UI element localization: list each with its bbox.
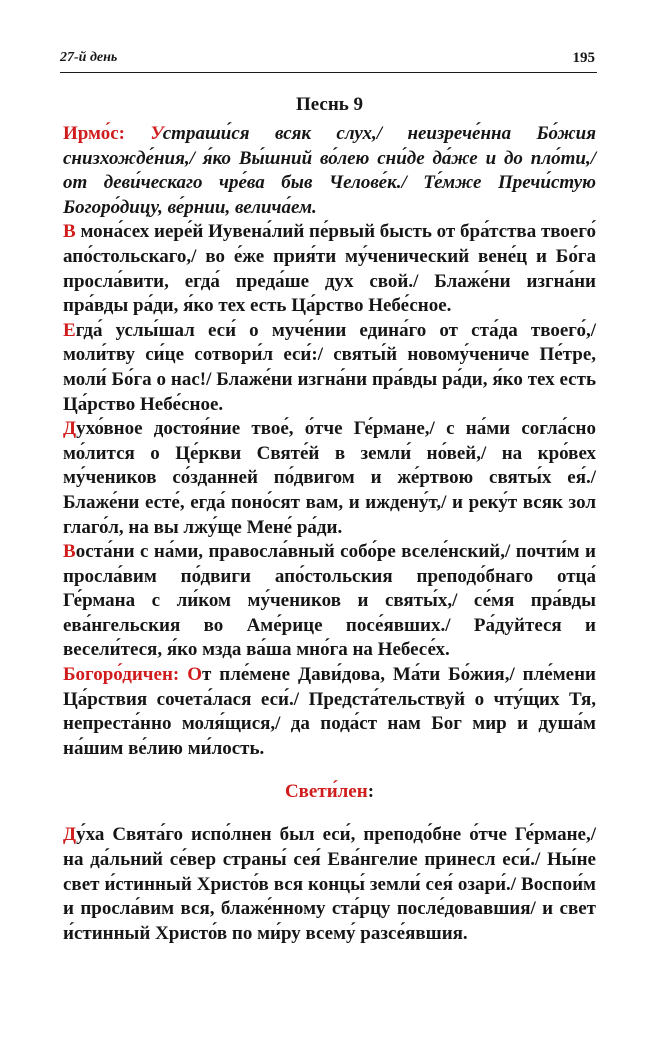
svetilen-title: Свети́лен [284,781,368,803]
irmos-text: страши́ся всяк слух,/ неизрече́нна Бо́жия снизхожде́ния,/ я́ко Вы́шний во́лею сни́де да́же и до пло́ти,/ от деви́ческаго чре́ва быв Челове́к./ Те́мже Пречи́стую Богоро́дицу, ве́рнии, велича́ем. [63,123,597,218]
irmos-label: Ирмо́с: [63,123,126,144]
irmos-paragraph [63,122,596,220]
page-number: 195 [572,50,595,66]
canto-title: Песнь 9 [295,94,364,115]
troparion-2 [63,319,596,417]
theotokion-paragraph [63,663,596,761]
troparion-initial: Е [63,319,76,341]
page-content [63,94,596,946]
troparion-text: гда́ услы́шал еси́ о муче́нии едина́го от ста́да твоего́,/ моли́тву си́це сотвори́л еси́:/ святы́й новому́чениче Пе́тре, моли́ Бо́га о нас!/ Блаже́ни изгна́ни пра́вды ра́ди, я́ко тех есть Ца́рство Небе́сное. [63,319,596,415]
svetilen-paragraph [63,823,596,946]
troparion-initial: Д [63,418,77,440]
troparion-initial: В [63,541,76,563]
theotokion-text: т пле́мене Дави́дова, Ма́ти Бо́жия,/ пле́мени Ца́рствия сочета́лася еси́./ Предста́тельствуй о чту́щих Тя, непреста́нно моля́щися,/ да пода́ст нам Бог мир и душа́м на́шим ве́лию ми́лость. [63,664,596,759]
svetilen-colon: : [367,781,375,803]
svetilen-text: у́ха Свята́го испо́лнен был еси́, преподо́бне о́тче Ге́рмане,/ на да́льний се́вер страны́ сея́ Ева́нгелие принесл еси́./ Ны́не свет и́стинный Христо́в вся концы́ земли́ сея́ озари́./ Воспои́м и просла́вим вся, блаже́нному ста́рцу после́довавшия/ и свет и́стинный Христо́в по ми́ру всему́ разсе́явшия. [63,824,596,944]
theotokion-label: Богоро́дичен: [63,664,180,686]
troparion-4 [63,540,596,663]
irmos-initial: У [150,123,163,144]
theotokion-initial: О [187,664,202,686]
running-title: 27-й день [60,50,118,65]
svetilen-initial: Д [63,824,77,846]
troparion-initial: В [63,221,76,243]
troparion-3 [63,417,596,540]
troparion-text: мона́сех иере́й Иувена́лий пе́рвый бысть от бра́тства твоего́ апо́стольскаго,/ во е́же прия́ти му́ченический вене́ц и Бо́га просла́вити, егда́ преда́ше дух свой./ Блаже́ни изгна́ни пра́вды ра́ди, я́ко тех есть Ца́рство Небе́сное. [63,221,596,317]
svetilen-heading [63,781,596,803]
troparion-text: оста́ни с на́ми, правосла́вный собо́ре вселе́нский,/ почти́м и просла́вим по́двиги апо́стольския преподо́бнаго отца́ Ге́рмана с ли́ком му́чеников и святы́х,/ се́мя пра́вды ева́нгельския во Аме́рице посе́явших./ Ра́дуйтеся и весели́теся, я́ко мзда ва́ша мно́га на Небесе́х. [63,541,596,661]
header-rule [60,72,597,73]
troparion-1 [63,220,596,318]
troparion-text: ухо́вное достоя́ние твое́, о́тче Ге́рмане,/ с на́ми согла́сно мо́лится о Це́ркви Святе́й в земли́ но́вей,/ на кро́вех му́чеников со́зданней по́двигом и же́ртвою святы́х ея́./ Блаже́ни есте́, егда́ поно́сят вам, и иждену́т,/ и реку́т всяк зол глаго́л, на вы лжу́ще Мене́ ра́ди. [63,418,596,538]
